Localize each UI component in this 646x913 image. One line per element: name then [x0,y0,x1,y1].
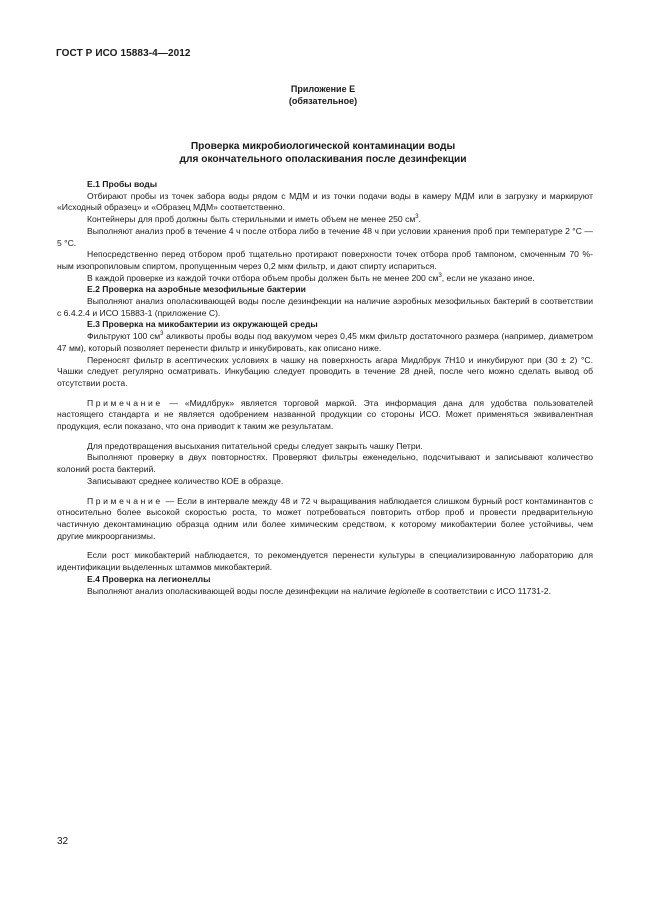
paragraph [57,586,593,598]
paragraph: Непосредственно перед отбором проб тщательно протирают поверхности точек отбора проб тампоном, смоченным 70 %-ным изопропиловым спиртом, пропущенным через 0,2 мкм фильтр, и дают спирту испариться. [57,249,593,271]
text: Фильтруют 100 см [87,331,161,342]
document-body [57,179,593,597]
note-text: — Если в интервале между 48 и 72 ч выращивания наблюдается слишком бурный рост контаминантов с относительно более высокой скоростью роста, то может потребоваться повторить отбор проб и провести предварительную частичную деконтаминацию образца одним или более химическим средством, к которому микобактерии более устойчивы, чем другие микроорганизмы. [57,495,593,541]
section-e1-heading: Е.1 Пробы воды [87,179,158,189]
text: в соответствии с ИСО 11731-2. [425,585,551,596]
paragraph: Отбирают пробы из точек забора воды рядом с МДМ и из точки подачи воды в камеру МДМ или в загрузку и маркируют «Исходный образец» и «Образец МДМ» соответственно. [57,190,593,213]
superscript: 3 [438,272,442,279]
note [57,398,593,433]
paragraph: Записывают среднее количество КОЕ в образце. [87,475,284,486]
annex-title: Приложение Е [290,84,356,94]
page-number: 32 [57,836,69,847]
note [57,496,593,543]
text: Выполняют анализ ополаскивающей воды после дезинфекции на наличие [87,585,389,596]
superscript: 3 [160,331,164,338]
text: Контейнеры для проб должны быть стерильными и иметь объем не менее 250 см [87,214,416,225]
paragraph: Выполняют анализ проб в течение 4 ч после отбора либо в течение 48 ч при условии хранения проб при температуре 2 °С — 5 °С. [57,225,593,248]
note-label: Примечание [87,495,163,506]
paragraph: Переносят фильтр в асептических условиях в чашку на поверхность агара Мидлбрук 7Н10 и инкубируют при (30 ± 2) °С. Чашки следует регулярно осматривать. Инкубацию следует проводить в течение 28 дней, после чего можно сделать вывод об отсутствии роста. [57,354,593,388]
paragraph [57,214,593,226]
paragraph [57,273,593,285]
section-e4-heading: Е.4 Проверка на легионеллы [87,573,211,584]
paragraph: Выполняют анализ ополаскивающей воды после дезинфекции на наличие аэробных мезофильных бактерий в соответствии с 6.4.2.4 и ИСО 15883-1 (приложение С). [57,296,593,318]
title-line-1: Проверка микробиологической контаминации воды [190,141,456,152]
superscript: 3 [415,214,419,221]
section-e3-heading: Е.3 Проверка на микобактерии из окружающей среды [87,319,318,330]
note-text: — «Мидлбрук» является торговой маркой. Эта информация дана для удобства пользователей настоящего стандарта и не является одобрением названной продукции со стороны ИСО. Может применяться эквивалентная продукция, если показано, что она приводит к таким же результатам. [57,397,593,432]
title-line-2: для окончательного ополаскивания после дезинфекции [179,154,467,165]
text: . [418,214,422,225]
text: В каждой проверке из каждой точки отбора объем пробы должен быть не менее 200 см [87,272,439,283]
note-label: Примечание [87,397,163,408]
document-header: ГОСТ Р ИСО 15883-4—2012 [56,48,191,59]
paragraph: Для предотвращения высыхания питательной среды следует закрыть чашку Петри. [87,440,423,451]
text: , если не указано иное. [441,272,535,283]
paragraph: Выполняют проверку в двух повторностях. Проверяют фильтры еженедельно, подсчитывают и записывают количество колоний роста бактерий. [57,452,593,475]
document-title [0,140,646,166]
paragraph: Если рост микобактерий наблюдается, то рекомендуется перенести культуры в специализированную лабораторию для идентификации выделенных штаммов микобактерий. [57,550,593,573]
annex-status: (обязательное) [288,96,358,106]
paragraph [57,331,593,354]
text: аликвоты пробы воды под вакуумом через 0,45 мкм фильтр достаточного размера (например, диаметром 47 мм), который позволяет перенести фильтр и инкубировать, как описано ниже. [57,331,593,353]
italic-term: legionelle [388,585,426,596]
section-e2-heading: Е.2 Проверка на аэробные мезофильные бактерии [87,284,306,295]
